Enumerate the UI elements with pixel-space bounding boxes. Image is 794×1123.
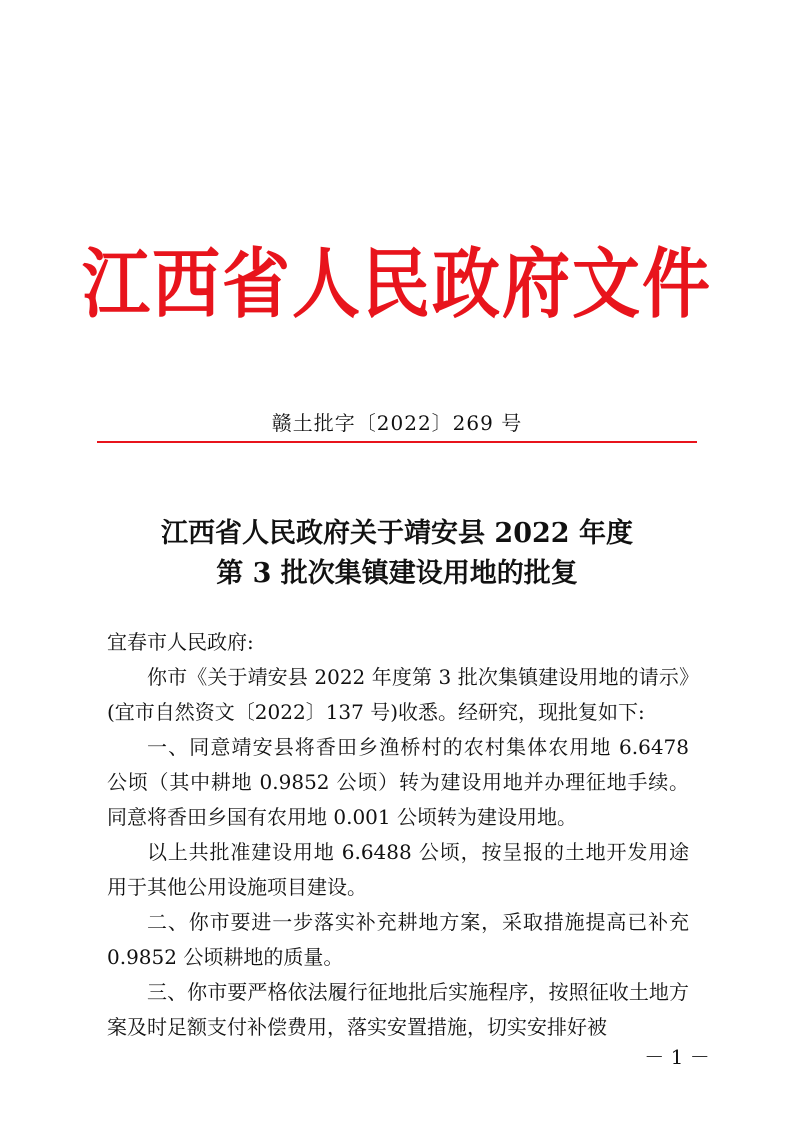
- paragraph: 一、同意靖安县将香田乡渔桥村的农村集体农用地 6.6478 公顷（其中耕地 0.9852 公顷）转为建设用地并办理征地手续。同意将香田乡国有农用地 0.001 公顷转为建设用地。: [107, 735, 689, 829]
- red-divider-line: [97, 441, 697, 443]
- title-line-1: 江西省人民政府关于靖安县 2022 年度: [161, 518, 633, 549]
- paragraph: 三、你市要严格依法履行征地批后实施程序，按照征收土地方案及时足额支付补偿费用，落实安置措施，切实安排好被: [107, 980, 689, 1039]
- document-masthead: 江西省人民政府文件: [81, 240, 712, 330]
- document-body: [107, 625, 689, 1045]
- paragraph: 二、你市要进一步落实补充耕地方案，采取措施提高已补充 0.9852 公顷耕地的质量。: [107, 910, 689, 969]
- page-number: － 1 －: [644, 1045, 710, 1069]
- document-number: 赣土批字〔2022〕269 号: [271, 411, 523, 435]
- title-line-2: 第 3 批次集镇建设用地的批复: [216, 558, 578, 589]
- paragraph: 你市《关于靖安县 2022 年度第 3 批次集镇建设用地的请示》(宜市自然资文〔2022〕137 号)收悉。经研究，现批复如下:: [107, 665, 689, 724]
- document-title: [0, 514, 794, 594]
- paragraph: 以上共批准建设用地 6.6488 公顷，按呈报的土地开发用途用于其他公用设施项目建设。: [107, 840, 689, 899]
- salutation: 宜春市人民政府:: [107, 630, 254, 654]
